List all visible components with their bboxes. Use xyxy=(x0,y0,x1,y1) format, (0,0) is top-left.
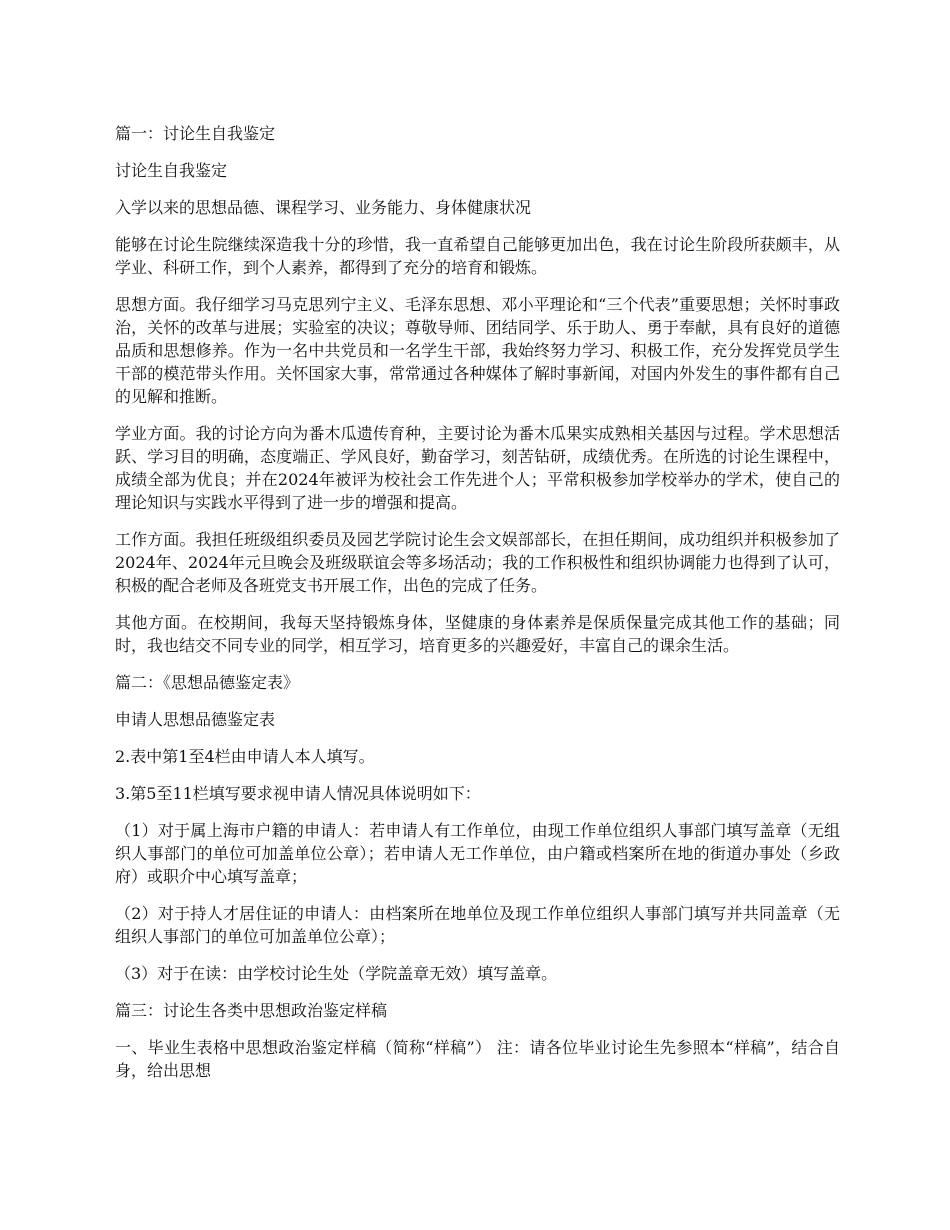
section-heading: 篇三：讨论生各类中思想政治鉴定样稿 xyxy=(115,1001,388,1020)
sample-paragraph: 一、毕业生表格中思想政治鉴定样稿（简称“样稿”） 注：请各位毕业讨论生先参照本“样稿”，结合自身，给出思想 xyxy=(115,1038,840,1080)
instruction-item: 2.表中第1至4栏由申请人本人填写。 xyxy=(115,747,375,766)
ideology-paragraph: 思想方面。我仔细学习马克思列宁主义、毛泽东思想、邓小平理论和“三个代表”重要思想；关怀时事政治，关怀的改革与进展；实验室的决议；尊敬导师、团结同学、乐于助人、勇于奉献，具有良好的道德品质和思想修养。作为一名中共党员和一名学生干部，我始终努力学习、积极工作，充分发挥党员学生干部的模范带头作用。关怀国家大事，常常通过各种媒体了解时事新闻，对国内外发生的事件都有自己的见解和推断。 xyxy=(115,295,840,406)
work-paragraph: 工作方面。我担任班级组织委员及园艺学院讨论生会文娱部部长，在担任期间，成功组织并积极参加了2024年、2024年元旦晚会及班级联谊会等多场活动；我的工作积极性和组织协调能力也得到了认可，积极的配合老师及各班党支书开展工作，出色的完成了任务。 xyxy=(115,530,840,595)
subtitle: 入学以来的思想品德、课程学习、业务能力、身体健康状况 xyxy=(115,198,532,217)
form-title: 申请人思想品德鉴定表 xyxy=(115,710,276,729)
intro-paragraph: 能够在讨论生院继续深造我十分的珍惜，我一直希望自己能够更加出色，我在讨论生阶段所获颇丰，从学业、科研工作，到个人素养，都得到了充分的培育和锻炼。 xyxy=(115,235,840,277)
section-heading: 篇一：讨论生自我鉴定 xyxy=(115,124,276,143)
instruction-item: （1）对于属上海市户籍的申请人：若申请人有工作单位，由现工作单位组织人事部门填写盖章（无组织人事部门的单位可加盖单位公章）；若申请人无工作单位，由户籍或档案所在地的街道办事处（乡政府）或职介中心填写盖章； xyxy=(115,821,840,886)
section-heading: 篇二：《思想品德鉴定表》 xyxy=(115,673,300,692)
instruction-item: 3.第5至11栏填写要求视申请人情况具体说明如下： xyxy=(115,784,481,803)
document-title: 讨论生自我鉴定 xyxy=(115,161,228,180)
other-paragraph: 其他方面。在校期间，我每天坚持锻炼身体，坚健康的身体素养是保质保量完成其他工作的基础；同时，我也结交不同专业的同学，相互学习，培育更多的兴趣爱好，丰富自己的课余生活。 xyxy=(115,613,840,655)
academic-paragraph: 学业方面。我的讨论方向为番木瓜遗传育种，主要讨论为番木瓜果实成熟相关基因与过程。学术思想活跃、学习目的明确，态度端正、学风良好，勤奋学习，刻苦钻研，成绩优秀。在所选的讨论生课程中，成绩全部为优良；并在2024年被评为校社会工作先进个人；平常积极参加学校举办的学术，使自己的理论知识与实践水平得到了进一步的增强和提高。 xyxy=(115,424,840,512)
instruction-item: （2）对于持人才居住证的申请人：由档案所在地单位及现工作单位组织人事部门填写并共同盖章（无组织人事部门的单位可加盖单位公章）； xyxy=(115,904,840,946)
instruction-item: （3）对于在读：由学校讨论生处（学院盖章无效）填写盖章。 xyxy=(115,964,558,983)
document-page xyxy=(115,122,840,1096)
